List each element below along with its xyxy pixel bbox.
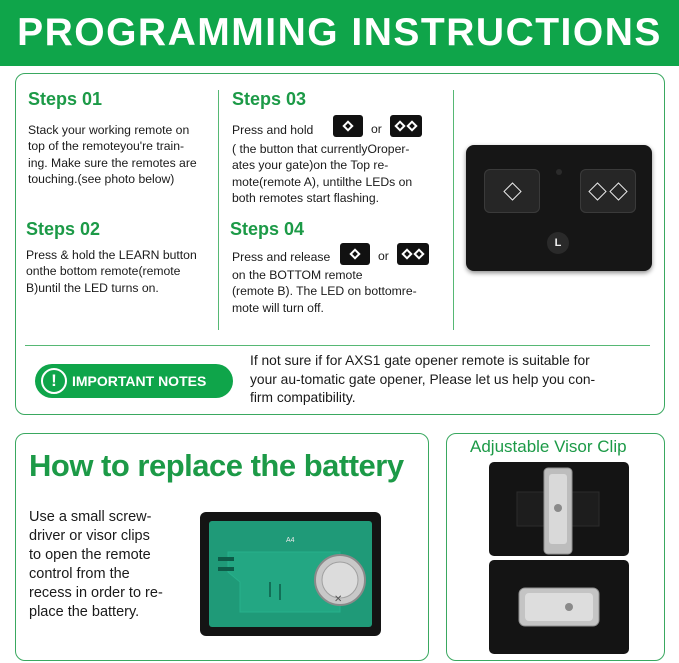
step-01-text: [28, 122, 216, 188]
circuit-board-image: [200, 512, 381, 636]
step-02-text: [26, 247, 216, 296]
double-diamond-button-icon: [397, 243, 429, 265]
step-02-heading: Steps 02: [26, 219, 101, 239]
step-02-line: B)until the LED turns on.: [26, 280, 159, 295]
battery-instructions: [29, 508, 199, 622]
step-04-line: (remote B). The LED on bottomre-: [232, 284, 417, 299]
notes-divider: [25, 345, 650, 346]
title-banner: [0, 0, 679, 66]
column-divider-left: [218, 90, 219, 330]
board-label: A4: [286, 537, 295, 544]
step-03-prefix: Press and hold: [232, 123, 314, 137]
notes-line: If not sure if for AXS1 gate opener remote is suitable for: [250, 353, 590, 368]
clip-screw-icon: [565, 603, 573, 611]
battery-line: to open the remote: [29, 547, 151, 563]
battery-line: place the battery.: [29, 604, 140, 620]
step-03-line: mote(remote A), untilthe LEDs on: [232, 174, 413, 189]
step-01-line: top of the remoteyou're train-: [28, 139, 185, 154]
visor-clip-title: Adjustable Visor Clip: [470, 437, 627, 456]
important-notes-badge: [35, 364, 233, 398]
page-title: PROGRAMMING INSTRUCTIONS: [17, 11, 662, 54]
step-01-line: touching.(see photo below): [28, 172, 175, 187]
important-notes-label: IMPORTANT NOTES: [72, 373, 207, 389]
exclamation-icon: !: [41, 368, 67, 394]
pcb-component: [218, 567, 234, 571]
battery-title: How to replace the battery: [29, 448, 404, 483]
step-04-line: mote will turn off.: [232, 300, 324, 315]
learn-button: L: [547, 232, 569, 254]
step-01-line: Stack your working remote on: [28, 123, 190, 137]
single-diamond-button-icon: [333, 115, 363, 137]
step-03-text: [232, 141, 452, 207]
or-label: or: [371, 122, 382, 136]
step-02-line: Press & hold the LEARN button: [26, 248, 197, 262]
step-04-heading: Steps 04: [230, 219, 305, 239]
visor-clip-attached-image: [489, 560, 629, 654]
pcb-component: [218, 557, 234, 561]
step-03-line: both remotes start flashing.: [232, 191, 379, 206]
step-01-line: ing. Make sure the remotes are: [28, 155, 197, 170]
step-04-prefix: Press and release: [232, 250, 331, 264]
single-diamond-remote-button: [484, 169, 540, 213]
battery-line: Use a small screw-: [29, 509, 152, 525]
battery-holder: [322, 562, 358, 598]
or-label: or: [378, 249, 389, 263]
step-01-heading: Steps 01: [28, 89, 103, 109]
single-diamond-button-icon: [340, 243, 370, 265]
clip-highlight: [525, 593, 593, 621]
step-03-heading: Steps 03: [232, 89, 307, 109]
column-divider-right: [453, 90, 454, 330]
step-04-line: on the BOTTOM remote: [232, 268, 363, 282]
led-indicator: [556, 169, 562, 175]
step-03-line: ates your gate)on the Top re-: [232, 158, 389, 173]
important-notes-text: [250, 352, 595, 408]
battery-clip-icon: ✕: [334, 594, 343, 605]
double-diamond-remote-button: [580, 169, 636, 213]
step-04-text: [232, 267, 452, 316]
step-03-line: ( the button that currentlyOroper-: [232, 142, 410, 156]
battery-line: control from the: [29, 566, 130, 582]
clip-screw-icon: [554, 504, 562, 512]
double-diamond-button-icon: [390, 115, 422, 137]
remote-control-image: [466, 145, 652, 271]
notes-line: your au-tomatic gate opener, Please let us help you con-: [250, 371, 596, 387]
visor-clip-back-image: [489, 462, 629, 556]
notes-line: firm compatibility.: [250, 390, 356, 405]
step-02-line: onthe bottom remote(remote: [26, 264, 181, 279]
battery-line: recess in order to re-: [29, 585, 163, 601]
battery-line: driver or visor clips: [29, 528, 150, 544]
